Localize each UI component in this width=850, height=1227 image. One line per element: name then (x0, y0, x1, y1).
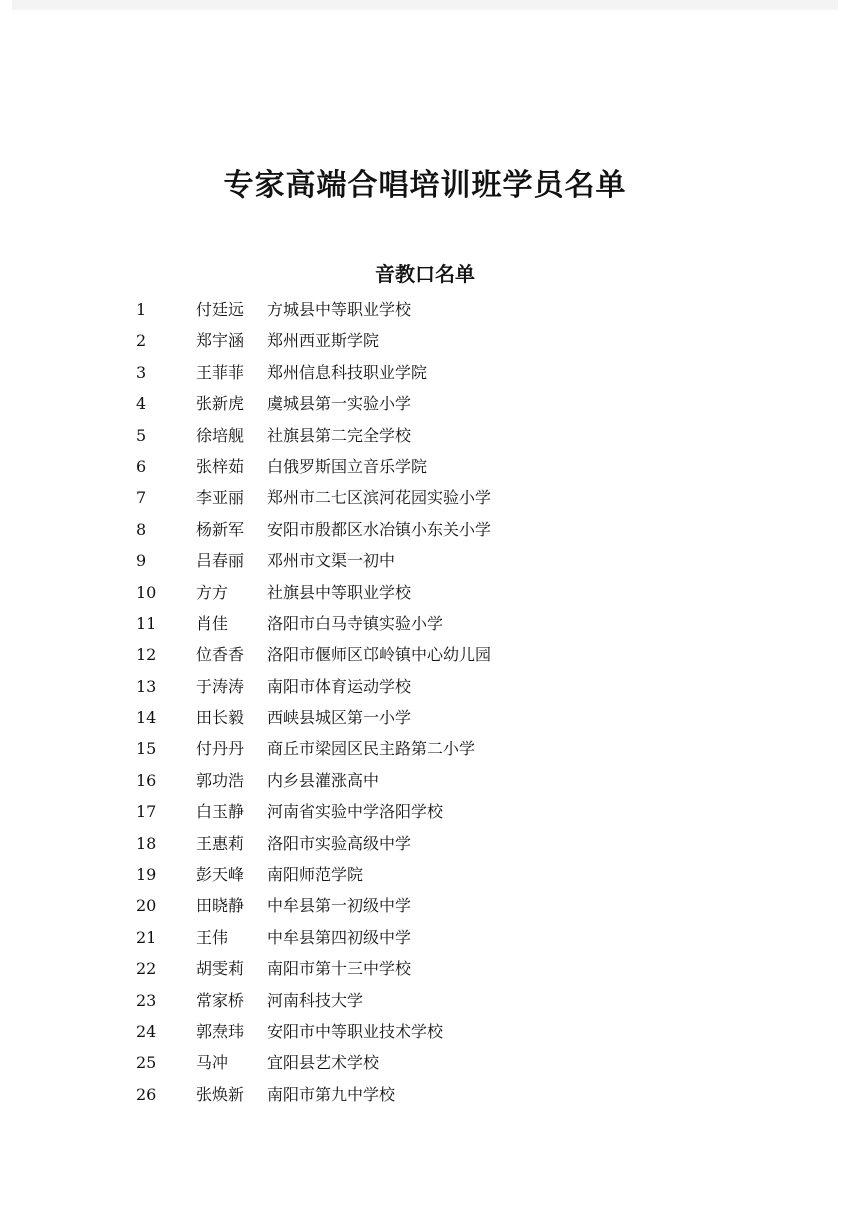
student-school: 郑州信息科技职业学院 (267, 362, 428, 382)
student-number: 23 (136, 990, 157, 1010)
student-name: 王菲菲 (196, 362, 245, 382)
student-school: 郑州西亚斯学院 (267, 331, 380, 351)
student-name: 于涛涛 (196, 676, 245, 696)
student-row (0, 482, 850, 513)
page-top-edge (12, 0, 838, 10)
student-number: 17 (136, 802, 157, 822)
student-number: 13 (136, 676, 157, 696)
student-row (0, 922, 850, 953)
student-name: 田长毅 (196, 708, 245, 728)
student-name: 张焕新 (196, 1084, 245, 1104)
student-row (0, 514, 850, 545)
student-school: 方城县中等职业学校 (267, 300, 412, 319)
student-name: 李亚丽 (196, 488, 245, 508)
student-name: 吕春丽 (196, 551, 245, 571)
student-school: 南阳师范学院 (267, 865, 364, 885)
student-row (0, 639, 850, 670)
student-name: 常家桥 (196, 990, 245, 1010)
student-name: 胡雯莉 (196, 959, 245, 979)
student-row (0, 985, 850, 1016)
student-number: 26 (136, 1084, 157, 1104)
student-school: 郑州市二七区滨河花园实验小学 (267, 488, 492, 508)
student-school: 洛阳市白马寺镇实验小学 (267, 613, 444, 633)
student-name: 杨新军 (196, 519, 245, 539)
student-number: 21 (136, 927, 157, 947)
student-school: 内乡县灌涨高中 (267, 770, 380, 790)
student-school: 南阳市第九中学校 (267, 1084, 396, 1104)
student-row (0, 451, 850, 482)
student-number: 16 (136, 770, 157, 790)
section-title: 音教口名单 (375, 262, 475, 286)
student-school: 河南省实验中学洛阳学校 (267, 802, 444, 822)
student-row (0, 859, 850, 890)
student-row (0, 890, 850, 921)
student-name: 付廷远 (196, 300, 245, 319)
student-name: 王伟 (196, 927, 229, 947)
student-roster (0, 294, 850, 1110)
student-row (0, 608, 850, 639)
student-row (0, 796, 850, 827)
student-name: 彭天峰 (196, 865, 245, 885)
student-row (0, 357, 850, 388)
student-number: 7 (136, 488, 147, 508)
student-school: 河南科技大学 (267, 990, 364, 1010)
student-number: 3 (136, 362, 147, 382)
student-number: 1 (136, 300, 147, 319)
student-school: 西峡县城区第一小学 (267, 708, 412, 728)
student-number: 18 (136, 833, 157, 853)
student-row (0, 953, 850, 984)
student-school: 社旗县第二完全学校 (267, 425, 412, 445)
student-name: 郭焘玮 (196, 1021, 245, 1041)
student-name: 王惠莉 (196, 833, 245, 853)
student-number: 9 (136, 551, 147, 571)
student-school: 安阳市中等职业技术学校 (267, 1021, 444, 1041)
student-row (0, 388, 850, 419)
student-number: 5 (136, 425, 147, 445)
student-school: 中牟县第四初级中学 (267, 927, 412, 947)
student-number: 4 (136, 394, 147, 414)
student-number: 11 (136, 613, 157, 633)
student-row (0, 325, 850, 356)
student-number: 15 (136, 739, 157, 759)
student-row (0, 1079, 850, 1110)
student-number: 24 (136, 1021, 157, 1041)
student-school: 洛阳市偃师区邙岭镇中心幼儿园 (267, 645, 492, 665)
student-row (0, 671, 850, 702)
student-name: 马冲 (196, 1053, 229, 1073)
student-row (0, 733, 850, 764)
student-school: 安阳市殷都区水冶镇小东关小学 (267, 519, 492, 539)
student-number: 2 (136, 331, 147, 351)
student-school: 中牟县第一初级中学 (267, 896, 412, 916)
student-number: 6 (136, 456, 147, 476)
student-row (0, 420, 850, 451)
student-name: 张新虎 (196, 394, 245, 414)
student-name: 田晓静 (196, 896, 245, 916)
student-row (0, 765, 850, 796)
document-title: 专家高端合唱培训班学员名单 (223, 168, 627, 203)
student-school: 南阳市第十三中学校 (267, 959, 412, 979)
student-number: 14 (136, 708, 157, 728)
student-number: 10 (136, 582, 157, 602)
student-number: 25 (136, 1053, 157, 1073)
student-school: 南阳市体育运动学校 (267, 676, 412, 696)
student-row (0, 577, 850, 608)
student-name: 方方 (196, 582, 229, 602)
student-school: 洛阳市实验高级中学 (267, 833, 412, 853)
student-school: 邓州市文渠一初中 (267, 551, 396, 571)
student-name: 白玉静 (196, 802, 245, 822)
student-school: 商丘市梁园区民主路第二小学 (267, 739, 476, 759)
student-name: 张梓茹 (196, 456, 245, 476)
student-row (0, 294, 850, 325)
student-school: 宜阳县艺术学校 (267, 1053, 380, 1073)
student-school: 虞城县第一实验小学 (267, 394, 412, 414)
student-name: 郭功浩 (196, 770, 245, 790)
student-number: 20 (136, 896, 157, 916)
student-row (0, 1016, 850, 1047)
student-name: 徐培舰 (196, 425, 245, 445)
student-row (0, 702, 850, 733)
student-row (0, 545, 850, 576)
student-name: 付丹丹 (196, 739, 245, 759)
student-number: 19 (136, 865, 157, 885)
student-number: 22 (136, 959, 157, 979)
student-row (0, 828, 850, 859)
student-number: 8 (136, 519, 147, 539)
student-row (0, 1047, 850, 1078)
student-name: 郑宇涵 (196, 331, 245, 351)
student-name: 位香香 (196, 645, 245, 665)
student-school: 社旗县中等职业学校 (267, 582, 412, 602)
student-name: 肖佳 (196, 613, 229, 633)
student-number: 12 (136, 645, 157, 665)
student-school: 白俄罗斯国立音乐学院 (267, 456, 428, 476)
